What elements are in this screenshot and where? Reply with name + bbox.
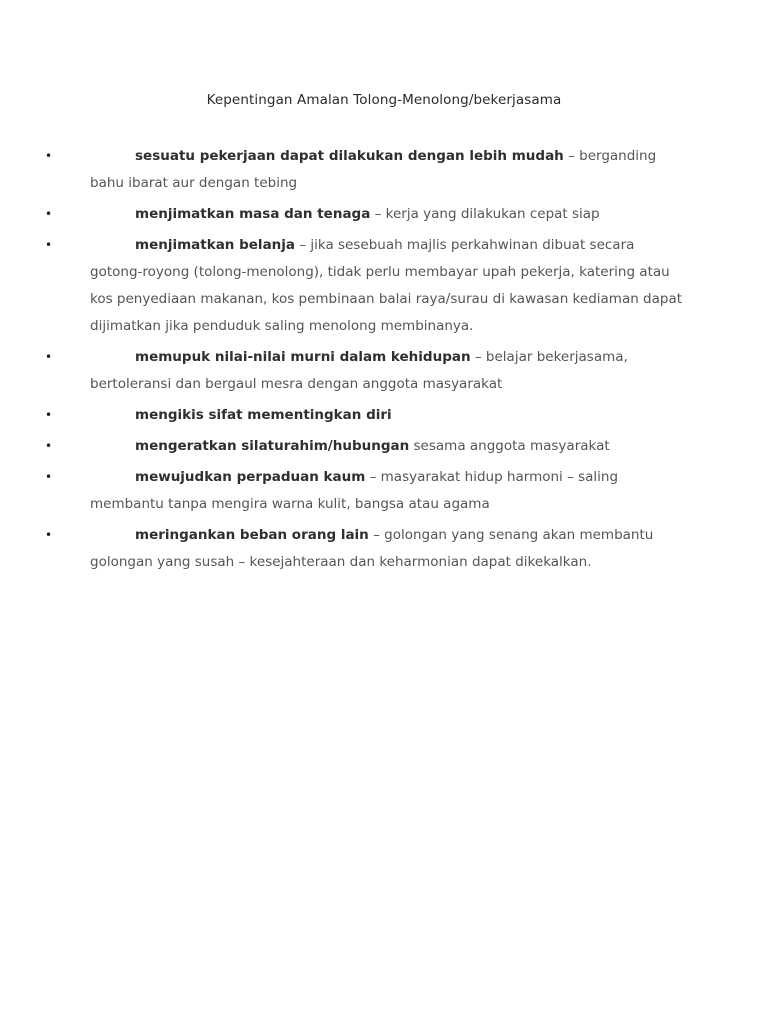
- list-item: [45, 143, 690, 197]
- item-description: sesama anggota masyarakat: [409, 438, 610, 454]
- bullet-icon: •: [45, 207, 53, 221]
- list-item: [45, 232, 690, 340]
- item-lead-text: menjimatkan belanja: [135, 237, 296, 253]
- item-lead-text: mewujudkan perpaduan kaum: [135, 469, 366, 485]
- item-lead-text: mengikis sifat mementingkan diri: [135, 407, 392, 423]
- item-description: – golongan yang senang akan membantu golongan yang susah – kesejahteraan dan keharmonian dapat dikekalkan.: [90, 527, 654, 570]
- bullet-icon: •: [45, 350, 53, 364]
- item-description: – belajar bekerjasama, bertoleransi dan bergaul mesra dengan anggota masyarakat: [90, 349, 628, 392]
- list-item: [45, 201, 690, 228]
- benefits-list: [45, 143, 690, 580]
- bullet-icon: •: [45, 149, 53, 163]
- list-item: [45, 464, 690, 518]
- bullet-icon: •: [45, 470, 53, 484]
- item-lead-text: sesuatu pekerjaan dapat dilakukan dengan lebih mudah: [135, 148, 564, 164]
- document-title: Kepentingan Amalan Tolong-Menolong/bekerjasama: [206, 92, 562, 108]
- list-item: [45, 344, 690, 398]
- list-item: [45, 433, 690, 460]
- bullet-icon: •: [45, 439, 53, 453]
- bullet-icon: •: [45, 238, 53, 252]
- item-lead-text: menjimatkan masa dan tenaga: [135, 206, 371, 222]
- item-description: – jika sesebuah majlis perkahwinan dibuat secara gotong-royong (tolong-menolong), tidak perlu membayar upah pekerja, katering atau kos penyediaan makanan, kos pembinaan balai raya/surau di kawasan kediaman dapat dijimatkan jika penduduk saling menolong membinanya.: [90, 237, 683, 334]
- item-lead-text: mengeratkan silaturahim/hubungan: [135, 438, 410, 454]
- item-lead-text: meringankan beban orang lain: [135, 527, 369, 543]
- item-description: – kerja yang dilakukan cepat siap: [370, 206, 600, 222]
- list-item: [45, 522, 690, 576]
- bullet-icon: •: [45, 408, 53, 422]
- list-item: [45, 402, 690, 429]
- item-description: – berganding bahu ibarat aur dengan tebing: [90, 148, 657, 191]
- item-lead-text: memupuk nilai-nilai murni dalam kehidupan: [135, 349, 471, 365]
- item-description: – masyarakat hidup harmoni – saling membantu tanpa mengira warna kulit, bangsa atau agama: [90, 469, 619, 512]
- bullet-icon: •: [45, 528, 53, 542]
